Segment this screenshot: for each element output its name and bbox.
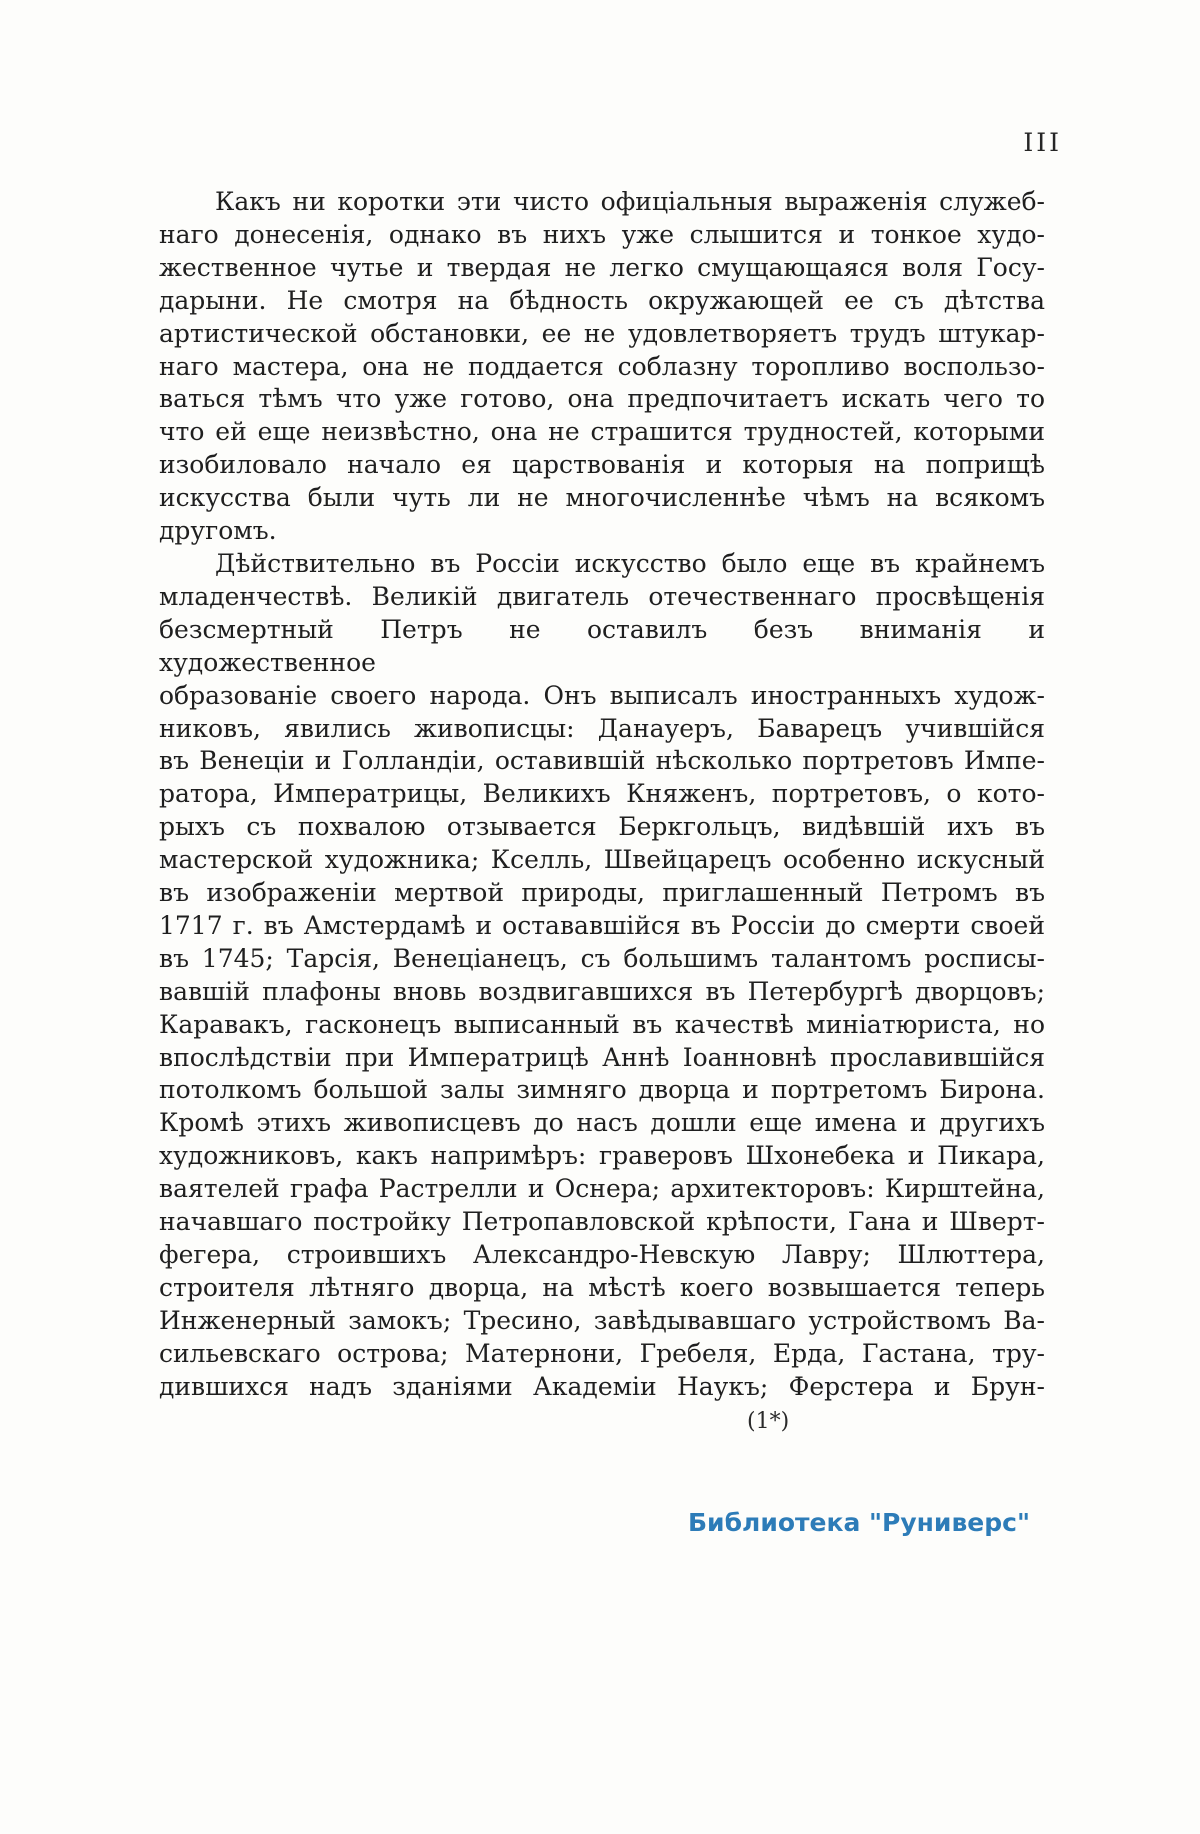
text-line: Инженерный замокъ; Тресино, завѣдывавшаго устройствомъ Ва- bbox=[159, 1305, 1045, 1335]
text-line: начавшаго постройку Петропавловской крѣпости, Гана и Шверт- bbox=[159, 1207, 1045, 1237]
text-line: вавшій плафоны вновь воздвигавшихся въ Петербургѣ дворцовъ; bbox=[159, 976, 1045, 1006]
paragraph-2 bbox=[159, 548, 1045, 1404]
text-line: ратора, Императрицы, Великихъ Княженъ, портретовъ, о кото- bbox=[159, 779, 1045, 809]
text-line: ваятелей графа Растрелли и Оснера; архитекторовъ: Кирштейна, bbox=[159, 1174, 1045, 1204]
text-line: изобиловало начало ея царствованія и которыя на поприщѣ bbox=[159, 450, 1045, 480]
text-line: рыхъ съ похвалою отзывается Беркгольцъ, видѣвшій ихъ въ bbox=[159, 812, 1045, 842]
text-line: наго донесенія, однако въ нихъ уже слышится и тонкое худо- bbox=[159, 219, 1045, 249]
text-line: Дѣйствительно въ Россіи искусство было еще въ крайнемъ bbox=[215, 548, 1045, 578]
text-line: Какъ ни коротки эти чисто офиціальныя выраженія служеб- bbox=[215, 187, 1045, 216]
paragraph-1 bbox=[159, 186, 1045, 548]
text-line: другомъ. bbox=[159, 516, 277, 546]
body-text bbox=[159, 186, 1045, 1434]
text-line: въ изображеніи мертвой природы, приглашенный Петромъ въ bbox=[159, 878, 1045, 908]
text-line: образованіе своего народа. Онъ выписалъ иностранныхъ худож- bbox=[159, 680, 1045, 710]
text-line: въ Венеціи и Голландіи, оставившій нѣсколько портретовъ Импе- bbox=[159, 746, 1045, 776]
text-line: безсмертный Петръ не оставилъ безъ вниманія и художественное bbox=[159, 614, 1045, 677]
text-line: потолкомъ большой залы зимняго дворца и портретомъ Бирона. bbox=[159, 1075, 1045, 1105]
text-line: фегера, строившихъ Александро-Невскую Лавру; Шлюттера, bbox=[159, 1240, 1045, 1269]
text-line: дарыни. Не смотря на бѣдность окружающей ее съ дѣтства bbox=[159, 285, 1045, 315]
text-line: Кромѣ этихъ живописцевъ до насъ дошли еще имена и другихъ bbox=[159, 1108, 1045, 1138]
text-line: что ей еще неизвѣстно, она не страшится трудностей, которыми bbox=[159, 417, 1045, 447]
text-line: жественное чутье и твердая не легко смущающаяся воля Госу- bbox=[159, 252, 1045, 282]
text-line: строителя лѣтняго дворца, на мѣстѣ коего возвышается теперь bbox=[159, 1272, 1045, 1302]
text-line: въ 1745; Тарсія, Венеціанецъ, съ большимъ талантомъ росписы- bbox=[159, 943, 1045, 973]
text-line: Каравакъ, гасконецъ выписанный въ качествѣ миніатюриста, но bbox=[159, 1009, 1045, 1039]
text-line: никовъ, явились живописцы: Данауеръ, Баварецъ учившійся bbox=[159, 713, 1045, 743]
signature-mark: (1*) bbox=[747, 1408, 790, 1434]
text-line: сильевскаго острова; Матернони, Гребеля, Ерда, Гастана, тру- bbox=[159, 1338, 1045, 1368]
text-line: артистической обстановки, ее не удовлетворяетъ трудъ штукар- bbox=[159, 318, 1045, 348]
text-line: 1717 г. въ Амстердамѣ и остававшійся въ Россіи до смерти своей bbox=[159, 910, 1045, 940]
text-line: дившихся надъ зданіями Академіи Наукъ; Ферстера и Брун- bbox=[159, 1371, 1045, 1401]
text-line: младенчествѣ. Великій двигатель отечественнаго просвѣщенія bbox=[159, 581, 1045, 611]
text-line: ваться тѣмъ что уже готово, она предпочитаетъ искать чего то bbox=[159, 384, 1045, 414]
text-line: художниковъ, какъ напримѣръ: граверовъ Шхонебека и Пикара, bbox=[159, 1141, 1045, 1171]
text-line: искусства были чуть ли не многочисленнѣе чѣмъ на всякомъ bbox=[159, 483, 1045, 513]
text-line: наго мастера, она не поддается соблазну торопливо воспользо- bbox=[159, 351, 1045, 381]
page-number: III bbox=[1023, 128, 1062, 157]
library-watermark: Библиотека "Руниверс" bbox=[688, 1508, 1030, 1537]
text-line: впослѣдствіи при Императрицѣ Аннѣ Іоанновнѣ прославившійся bbox=[159, 1042, 1045, 1072]
text-line: мастерской художника; Кселль, Швейцарецъ особенно искусный bbox=[159, 845, 1045, 875]
